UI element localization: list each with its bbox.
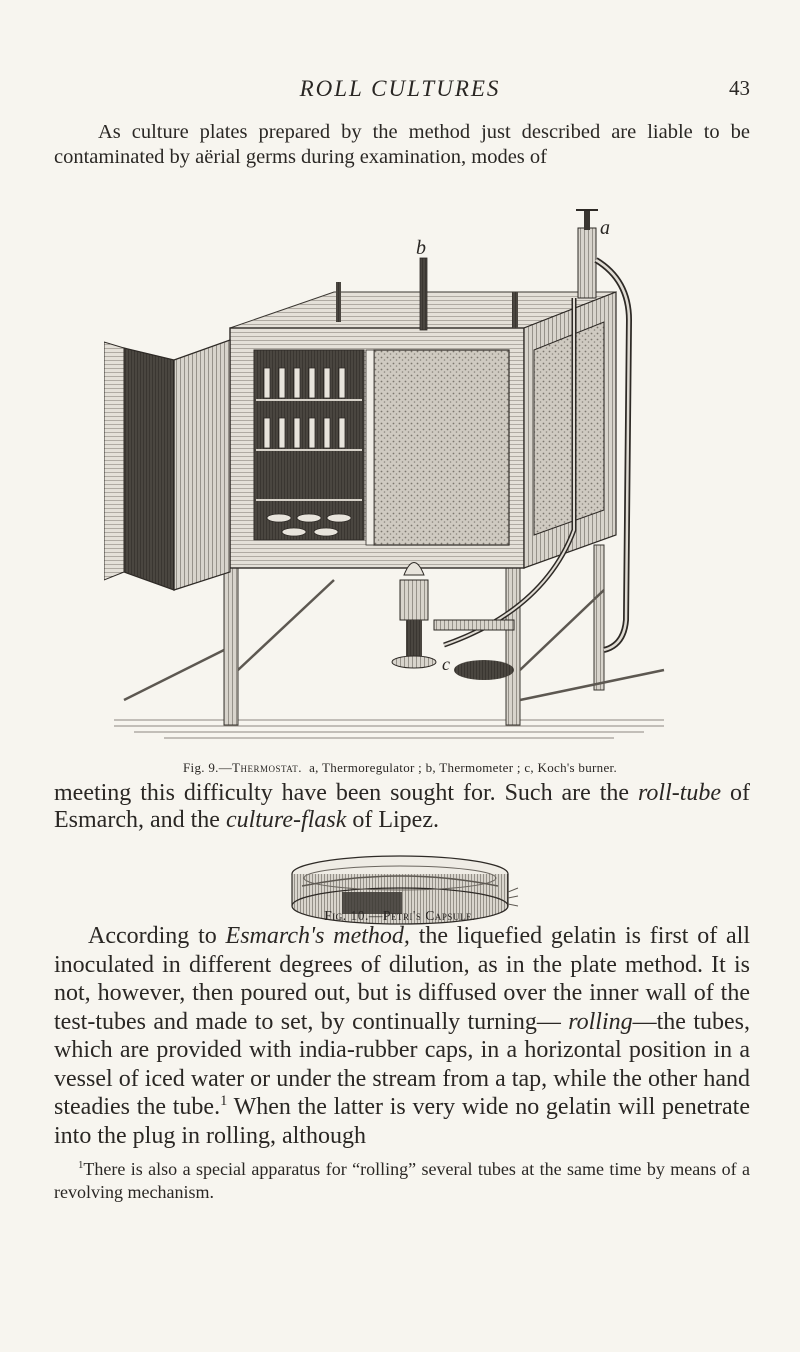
figure-9-number: Fig. 9.	[183, 760, 219, 775]
label-c: c	[442, 654, 450, 674]
term-esmarch-method: Esmarch's method,	[225, 923, 410, 949]
paragraph-esmarch-text-1: According to	[88, 923, 226, 949]
figure-10-caption: Fig. 10.—Petri's Capsule.	[324, 908, 476, 923]
footnote	[54, 1158, 750, 1203]
label-a: a	[600, 217, 610, 239]
figure-10-number: Fig. 10.	[324, 908, 369, 923]
paragraph-esmarch-text-2: the liquefied gelatin is first of all inoculated in different degrees of dilution, as in the plate method. It is not, however, then poured out, but is diffused over the inner wall of the test-tubes and made to set, by continually turning—	[54, 923, 751, 1035]
term-rolling: rolling	[568, 1008, 633, 1035]
figure-9-caption: Fig. 9.—Thermostat. a, Thermoregulator ; b, Thermometer ; c, Koch's burner.	[183, 760, 617, 775]
thermostat-illustration	[104, 200, 694, 750]
figure-9-legend: a, Thermoregulator ; b, Thermometer ; c, Koch's burner.	[309, 760, 617, 775]
page-number: 43	[729, 76, 750, 100]
term-roll-tube: roll-tube	[637, 780, 722, 806]
paragraph-methods	[54, 780, 750, 834]
label-b: b	[416, 237, 426, 259]
paragraph-methods-text-3: of Lipez.	[346, 807, 439, 833]
footnote-reference[interactable]: 1	[220, 1093, 228, 1109]
running-title: ROLL CULTURES	[299, 76, 501, 101]
footnote-text: There is also a special apparatus for “rolling” several tubes at the same time by means of a revolving mechanism.	[54, 1159, 750, 1202]
term-culture-flask: culture-flask	[225, 807, 347, 833]
figure-10-title: Petri's Capsule.	[383, 908, 476, 923]
figure-9-title: Thermostat.	[232, 760, 302, 775]
running-head	[0, 76, 800, 106]
paragraph-methods-text-2: of Esmarch, and the	[54, 780, 750, 833]
paragraph-intro: As culture plates prepared by the method just described are liable to be contaminated by aërial germs during examination, modes of	[54, 121, 750, 168]
footnote-marker: 1	[78, 1159, 84, 1171]
paragraph-esmarch-method	[54, 922, 750, 1150]
figure-thermostat	[104, 200, 694, 750]
paragraph-esmarch-text-3: —the tubes, which are provided with india-rubber caps, in a horizontal position in a vessel of iced water or under the stream from a tap, while the other hand steadies the tube.	[54, 1008, 750, 1120]
paragraph-methods-text-1: meeting this difficulty have been sought for. Such are the	[54, 780, 638, 806]
paragraph-esmarch-text-4: When the latter is very wide no gelatin will penetrate into the plug in rolling, although	[54, 1094, 750, 1149]
